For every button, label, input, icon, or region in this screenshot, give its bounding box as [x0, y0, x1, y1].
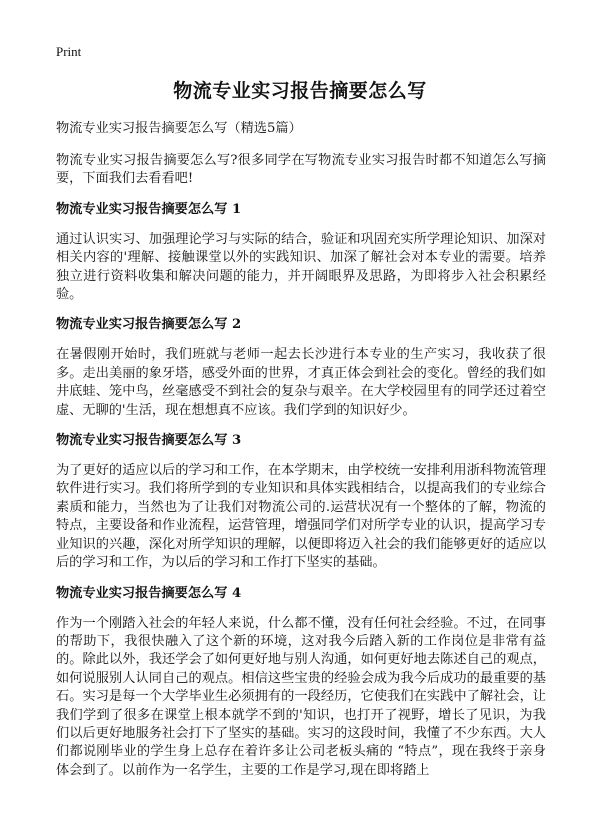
section-body-1: 通过认识实习、加强理论学习与实际的结合，验证和巩固充实所学理论知识、加深对相关内容的'理解、接触课堂以外的实践知识、加深了解社会对本专业的需要。培养独立进行资料收集和解决问题的能力，并开阔眼界及思路，为即将步入社会积累经验。: [56, 231, 546, 303]
article-body: [56, 120, 546, 792]
page-title: 物流专业实习报告摘要怎么写: [173, 80, 427, 102]
section-heading-1: 物流专业实习报告摘要怎么写 1: [56, 201, 242, 217]
section-heading-4: 物流专业实习报告摘要怎么写 4: [56, 585, 242, 601]
section-body-2: 在暑假刚开始时，我们班就与老师一起去长沙进行本专业的生产实习，我收获了很多。走出美丽的象牙塔，感受外面的世界，才真正体会到社会的变化。曾经的我们如井底蛙、笼中鸟，丝毫感受不到社会的复杂与艰辛。在大学校园里有的同学还过着空虚、无聊的'生活，现在想想真不应该。我们学到的知识好少。: [56, 347, 546, 418]
section-heading-2: 物流专业实习报告摘要怎么写 2: [56, 317, 242, 333]
section-body-4: 作为一个刚踏入社会的年轻人来说，什么都不懂，没有任何社会经验。不过，在同事的帮助下，我很快融入了这个新的环境，这对我今后踏入新的工作岗位是非常有益的。除此以外，我还学会了如何更好地与别人沟通，如何更好地去陈述自己的观点，如何说服别人认同自己的观点。相信这些宝贵的经验会成为我今后成功的最重要的基石。实习是每一个大学毕业生必须拥有的一段经历，它使我们在实践中了解社会，让我们学到了很多在课堂上根本就学不到的'知识，也打开了视野，增长了见识，为我们以后更好地服务社会打下了坚实的基础。实习的这段时间，我懂了不少东西。大人们都说刚毕业的学生身上总存在着许多让公司老板头痛的 “特点”，现在我终于亲身体会到了。以前作为一名学生，主要的工作是学习,现在即将踏上: [56, 615, 546, 778]
article-subtitle: 物流专业实习报告摘要怎么写（精选5篇）: [56, 121, 302, 136]
intro-paragraph: 物流专业实习报告摘要怎么写?很多同学在写物流专业实习报告时都不知道怎么写摘要，下面我们去看看吧!: [56, 153, 546, 187]
section-heading-3: 物流专业实习报告摘要怎么写 3: [56, 433, 242, 449]
print-link[interactable]: Print: [56, 44, 82, 59]
section-body-3: 为了更好的适应以后的学习和工作，在本学期末，由学校统一安排利用浙科物流管理软件进行实习。我们将所学到的专业知识和具体实践相结合，以提高我们的专业综合素质和能力，当然也为了让我们对物流公司的.运营状况有一个整体的了解，物流的特点，主要设备和作业流程，运营管理，增强同学们对所学专业的认识，提高学习专业知识的兴趣，深化对所学知识的理解，以便即将迈入社会的我们能够更好的适应以后的学习和工作，为以后的学习和工作打下坚实的基础。: [56, 463, 546, 571]
